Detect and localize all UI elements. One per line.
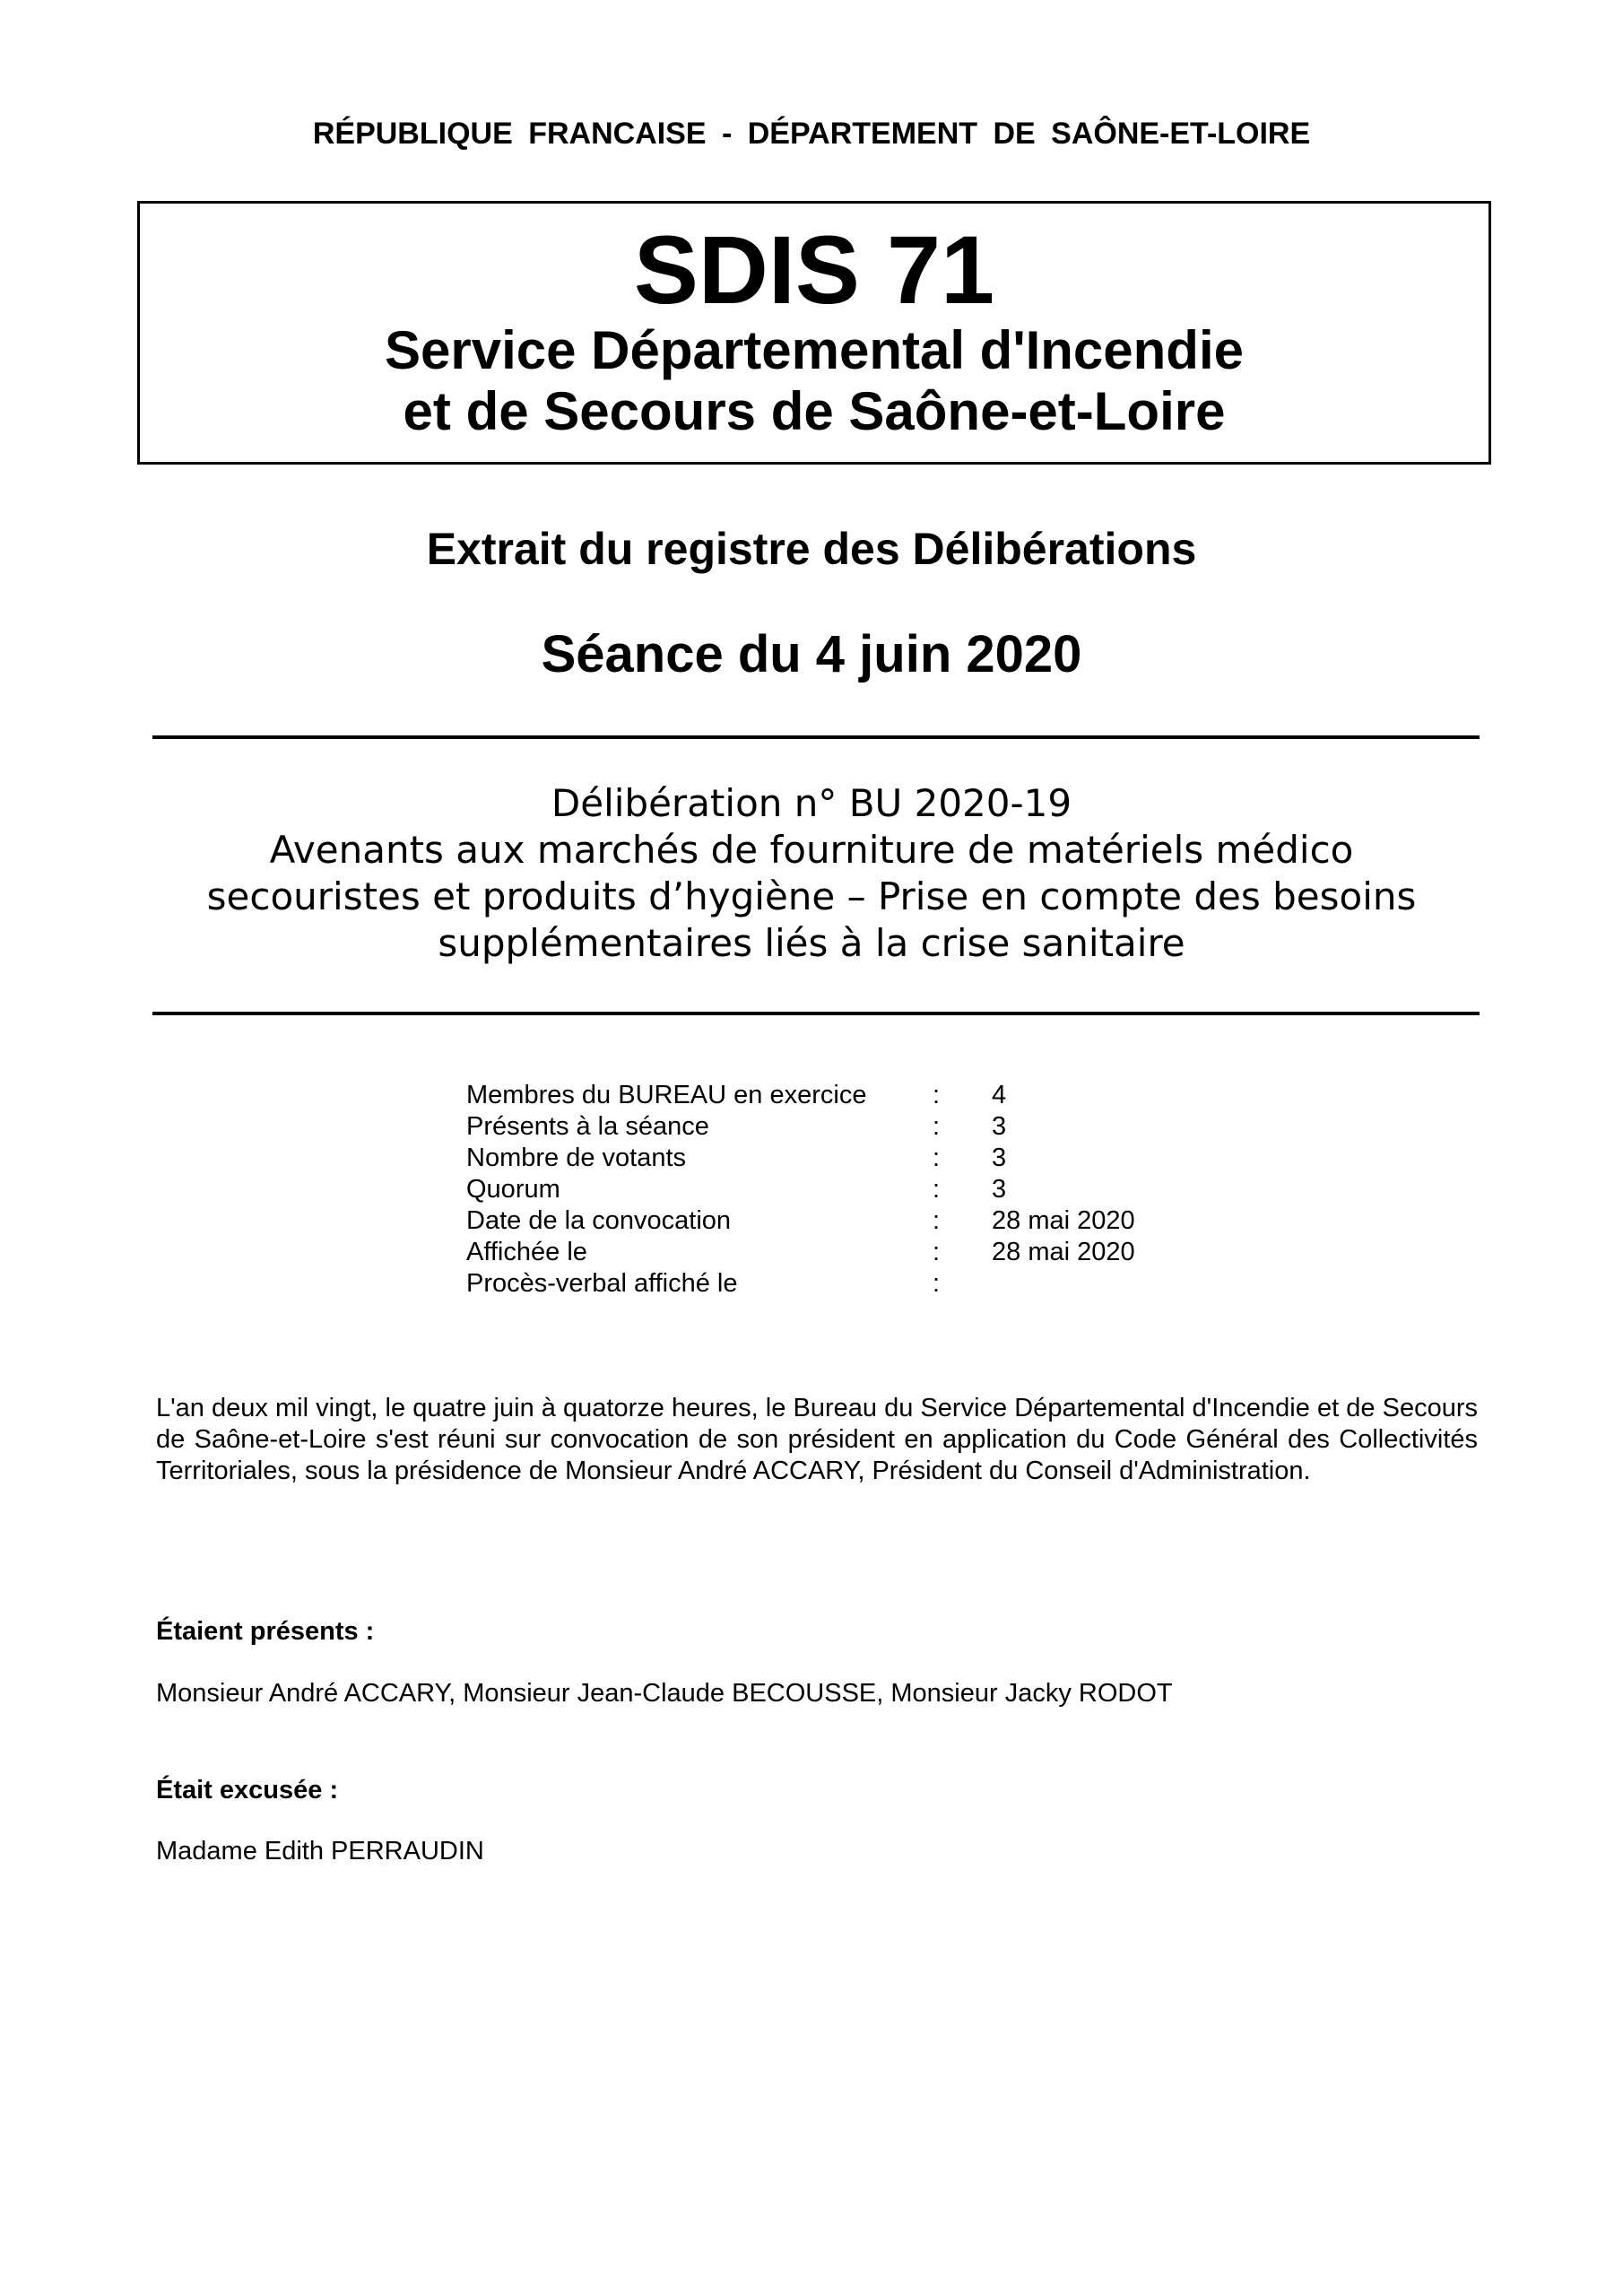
intro-paragraph: L'an deux mil vingt, le quatre juin à quatorze heures, le Bureau du Service Départemental d'Incendie et de Secours de Saône-et-Loire s'est réuni sur convocation de son président en application du Code Général des Collectivités Territoriales, sous la présidence de Monsieur André ACCARY, Président du Conseil d'Administration. <box>156 1394 1478 1485</box>
stat-value: 3 <box>992 1175 1007 1204</box>
divider-top <box>152 735 1480 739</box>
stat-value: 3 <box>992 1112 1007 1141</box>
excusee-heading: Était excusée : <box>156 1776 339 1805</box>
sdis-acronym: SDIS 71 <box>633 215 995 324</box>
seance-date: Séance du 4 juin 2020 <box>541 625 1082 683</box>
stat-colon: : <box>933 1112 941 1141</box>
stat-value: 4 <box>992 1081 1007 1109</box>
presents-names: Monsieur André ACCARY, Monsieur Jean-Claude BECOUSSE, Monsieur Jacky RODOT <box>156 1679 1173 1708</box>
stat-colon: : <box>933 1238 941 1266</box>
stat-colon: : <box>933 1206 941 1235</box>
stat-colon: : <box>933 1175 941 1204</box>
stat-label: Affichée le <box>466 1238 587 1266</box>
service-name-line-2: et de Secours de Saône-et-Loire <box>403 381 1226 441</box>
extrait-heading: Extrait du registre des Délibérations <box>426 524 1197 574</box>
stat-label: Procès-verbal affiché le <box>466 1269 738 1298</box>
stat-label: Membres du BUREAU en exercice <box>466 1081 867 1109</box>
stat-value: 28 mai 2020 <box>992 1238 1135 1266</box>
presents-heading: Étaient présents : <box>156 1617 375 1646</box>
stat-label: Date de la convocation <box>466 1206 732 1235</box>
stat-label: Nombre de votants <box>466 1144 687 1172</box>
deliberation-number: Délibération n° BU 2020-19 <box>551 781 1072 825</box>
divider-bottom <box>152 1012 1480 1015</box>
stat-colon: : <box>933 1144 941 1172</box>
deliberation-subject-line: Avenants aux marchés de fourniture de matériels médico <box>269 828 1354 872</box>
stat-label: Présents à la séance <box>466 1112 709 1141</box>
deliberation-block <box>0 780 1623 967</box>
title-box <box>137 201 1491 465</box>
stat-value: 3 <box>992 1144 1007 1172</box>
stat-value: 28 mai 2020 <box>992 1206 1135 1235</box>
deliberation-subject-line: secouristes et produits d’hygiène – Prise en compte des besoins <box>206 874 1417 918</box>
stat-colon: : <box>933 1081 941 1109</box>
stat-label: Quorum <box>466 1175 560 1204</box>
republic-header: RÉPUBLIQUE FRANCAISE - DÉPARTEMENT DE SAÔNE-ET-LOIRE <box>312 117 1311 151</box>
service-name-line-1: Service Départemental d'Incendie <box>385 320 1244 380</box>
deliberation-subject-line: supplémentaires liés à la crise sanitaire <box>438 921 1185 965</box>
excusee-names: Madame Edith PERRAUDIN <box>156 1837 484 1866</box>
stat-colon: : <box>933 1269 941 1298</box>
